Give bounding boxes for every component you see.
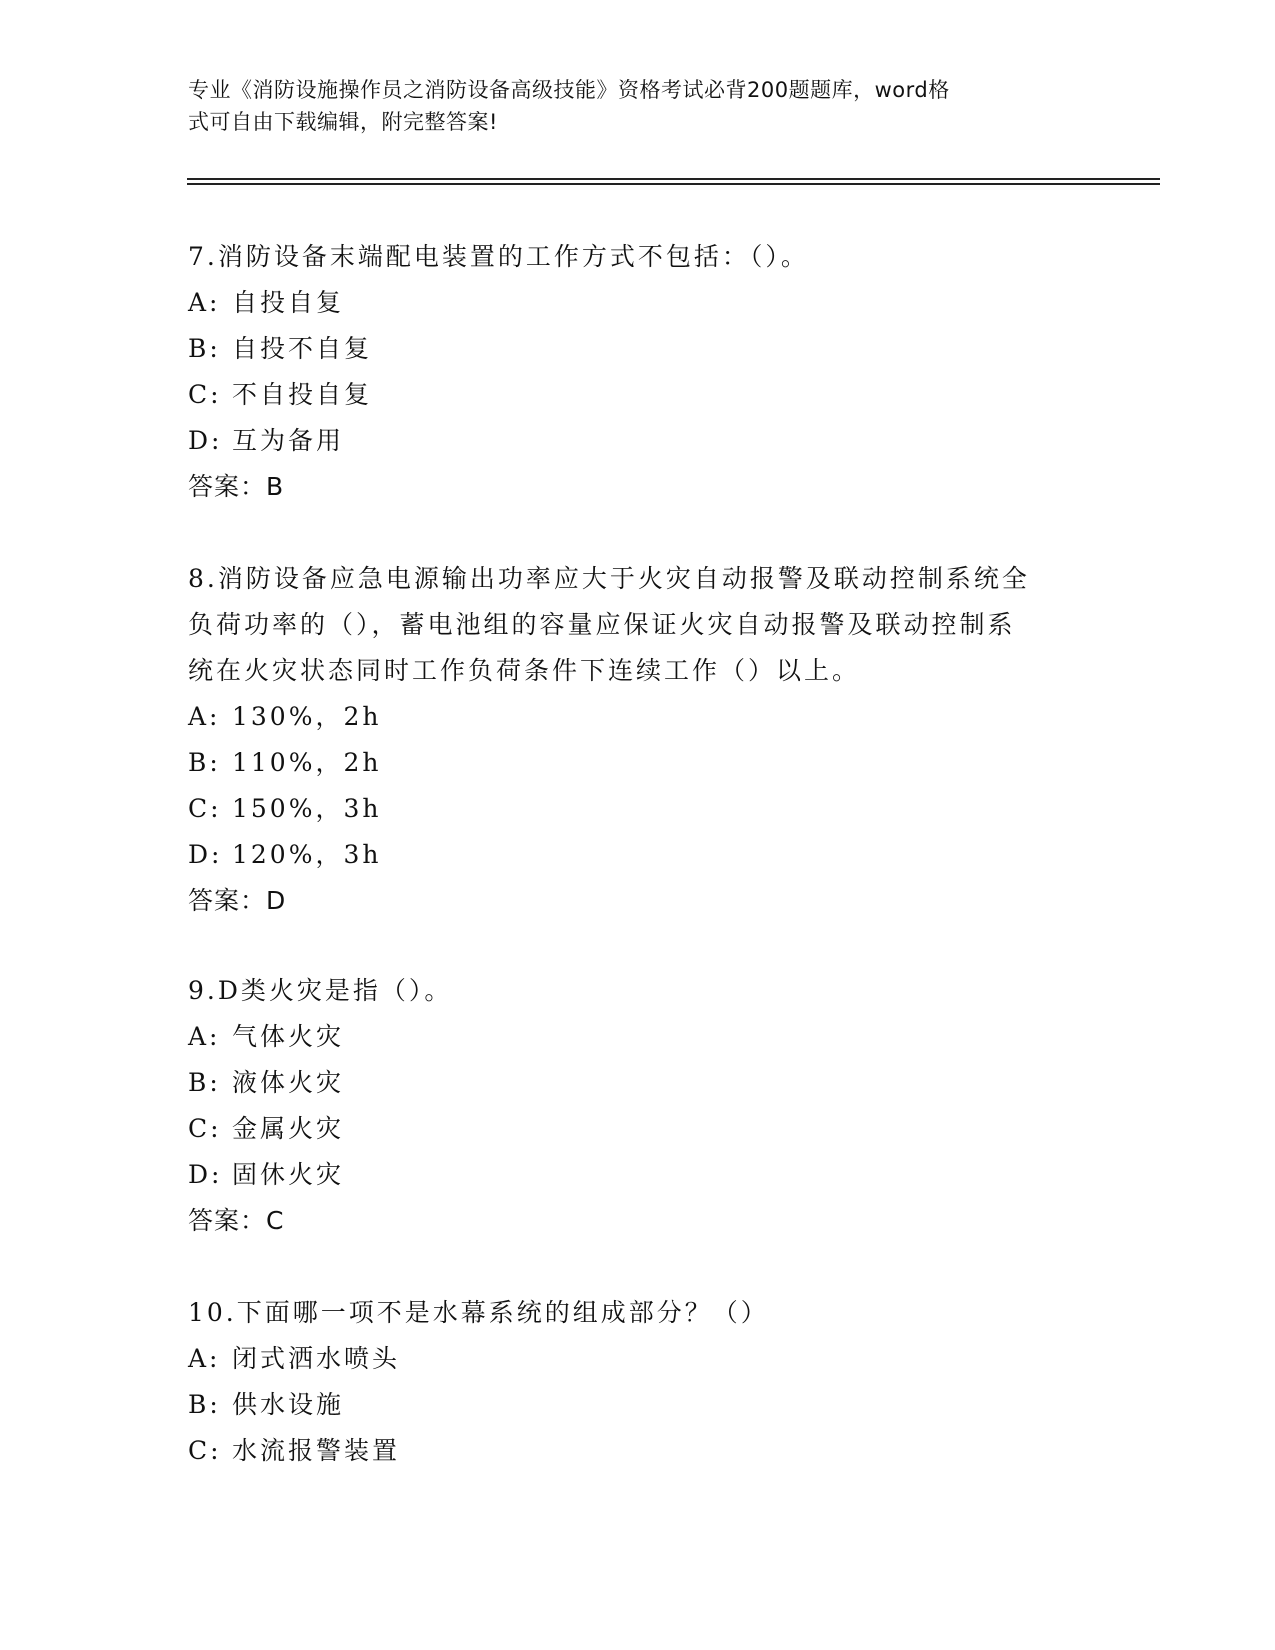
option-text: 水流报警装置: [232, 1436, 401, 1465]
answer-line: 答案：C: [188, 1206, 285, 1235]
answer-line: 答案：D: [188, 886, 287, 915]
option-text: 液体火灾: [232, 1068, 345, 1097]
header-divider-bottom: [187, 183, 1160, 185]
header-title-line-2: 式可自由下载编辑，附完整答案!: [188, 110, 498, 134]
question-stem: 9.D类火灾是指（）。: [188, 976, 453, 1005]
question-stem-line-3: 统在火灾状态同时工作负荷条件下连续工作（）以上。: [188, 656, 861, 685]
option-text: 自投自复: [232, 288, 345, 317]
option-d: [188, 1152, 1088, 1198]
option-c: [188, 786, 1088, 832]
question-8: [188, 556, 1088, 924]
option-letter: D:: [188, 426, 223, 455]
question-9: [188, 968, 1088, 1244]
question-10: [188, 1290, 1088, 1474]
option-b: [188, 1060, 1088, 1106]
option-text: 互为备用: [232, 426, 345, 455]
option-c: [188, 1106, 1088, 1152]
option-b: [188, 1382, 1088, 1428]
question-stem: 7.消防设备末端配电装置的工作方式不包括：（）。: [188, 242, 809, 271]
option-a: [188, 1014, 1088, 1060]
document-header: [188, 74, 1088, 138]
option-letter: B:: [188, 748, 221, 777]
question-7: [188, 234, 1088, 510]
option-letter: B:: [188, 334, 221, 363]
option-text: 120%，3h: [232, 840, 382, 869]
option-letter: B:: [188, 1068, 221, 1097]
option-c: [188, 1428, 1088, 1474]
option-letter: A:: [188, 702, 221, 731]
option-text: 150%，3h: [232, 794, 382, 823]
option-b: [188, 740, 1088, 786]
option-letter: C:: [188, 794, 222, 823]
question-stem-line-2: 负荷功率的（），蓄电池组的容量应保证火灾自动报警及联动控制系: [188, 610, 1016, 639]
option-letter: C:: [188, 380, 222, 409]
option-letter: D:: [188, 1160, 223, 1189]
option-b: [188, 326, 1088, 372]
header-title-line-1: 专业《消防设施操作员之消防设备高级技能》资格考试必背200题题库，word格: [188, 78, 950, 102]
option-c: [188, 372, 1088, 418]
option-letter: A:: [188, 1022, 221, 1051]
option-text: 金属火灾: [232, 1114, 345, 1143]
option-d: [188, 832, 1088, 878]
option-text: 气体火灾: [232, 1022, 345, 1051]
option-text: 不自投自复: [232, 380, 373, 409]
question-stem-line-1: 8.消防设备应急电源输出功率应大于火灾自动报警及联动控制系统全: [188, 564, 1030, 593]
question-stem: 10.下面哪一项不是水幕系统的组成部分？（）: [188, 1298, 769, 1327]
option-a: [188, 280, 1088, 326]
header-divider-top: [187, 178, 1160, 180]
option-letter: B:: [188, 1390, 221, 1419]
option-text: 固休火灾: [232, 1160, 345, 1189]
answer-line: 答案：B: [188, 472, 285, 501]
option-text: 供水设施: [232, 1390, 345, 1419]
option-a: [188, 1336, 1088, 1382]
option-text: 130%，2h: [232, 702, 382, 731]
option-text: 自投不自复: [232, 334, 373, 363]
option-letter: A:: [188, 1344, 221, 1373]
option-letter: C:: [188, 1114, 222, 1143]
option-text: 闭式洒水喷头: [232, 1344, 401, 1373]
option-a: [188, 694, 1088, 740]
option-letter: D:: [188, 840, 223, 869]
option-letter: C:: [188, 1436, 222, 1465]
option-letter: A:: [188, 288, 221, 317]
option-d: [188, 418, 1088, 464]
option-text: 110%，2h: [232, 748, 382, 777]
